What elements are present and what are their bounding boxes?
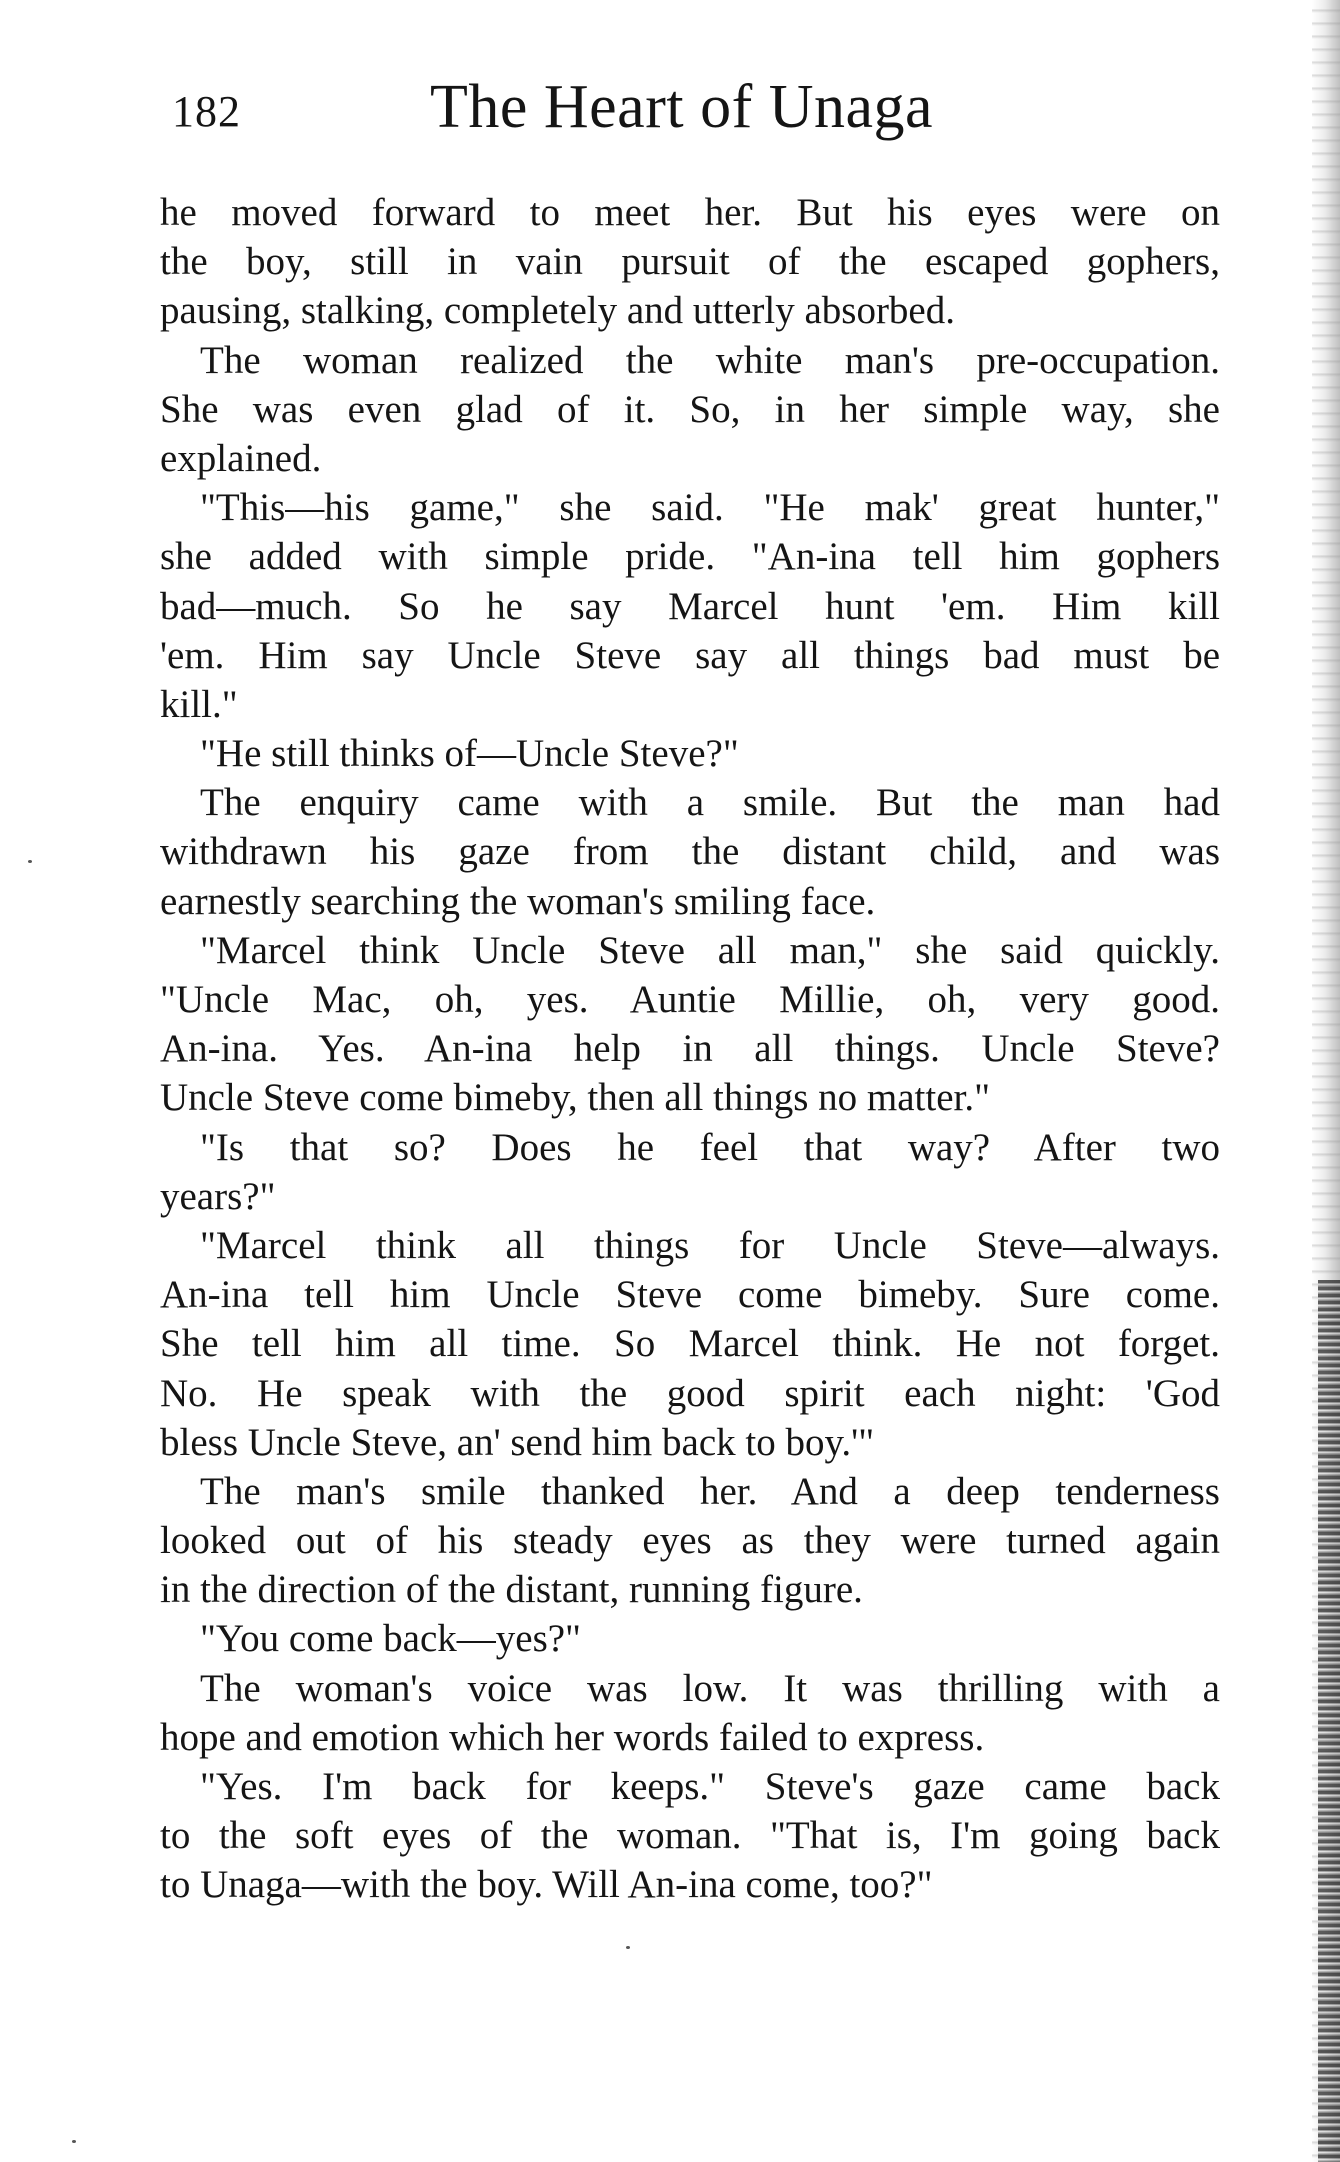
text-line: The woman's voice was low. It was thrilling with a (200, 1666, 1220, 1710)
text-line: 'em. Him say Uncle Steve say all things bad must be (160, 633, 1220, 677)
body-text (160, 188, 1220, 1910)
scan-speck (626, 1946, 630, 1949)
text-line: pausing, stalking, completely and utterly absorbed. (160, 289, 955, 333)
text-line: to the soft eyes of the woman. "That is, I'm going back (160, 1814, 1220, 1858)
text-line: the boy, still in vain pursuit of the escaped gophers, (160, 240, 1220, 284)
text-line: "Yes. I'm back for keeps." Steve's gaze came back (200, 1765, 1220, 1808)
text-line: earnestly searching the woman's smiling face. (160, 879, 876, 923)
text-line: kill." (160, 682, 238, 726)
text-line: explained. (160, 436, 322, 480)
text-line: "He still thinks of—Uncle Steve?" (200, 732, 739, 776)
text-line: hope and emotion which her words failed to express. (160, 1715, 985, 1759)
text-line: The man's smile thanked her. And a deep tenderness (200, 1469, 1220, 1513)
text-line: "You come back—yes?" (200, 1617, 581, 1661)
text-line: An-ina. Yes. An-ina help in all things. Uncle Steve? (160, 1027, 1220, 1071)
text-line: withdrawn his gaze from the distant child, and was (160, 830, 1220, 874)
page-edge-stack (1318, 1280, 1340, 2162)
text-line: "Uncle Mac, oh, yes. Auntie Millie, oh, very good. (160, 978, 1220, 1021)
text-line: "Marcel think all things for Uncle Steve—always. (200, 1223, 1220, 1267)
text-line: An-ina tell him Uncle Steve come bimeby. Sure come. (160, 1273, 1220, 1317)
text-line: No. He speak with the good spirit each night: 'God (160, 1371, 1220, 1415)
running-title: The Heart of Unaga (430, 73, 934, 141)
text-line: "This—his game," she said. "He mak' great hunter," (200, 486, 1220, 530)
page-header (172, 72, 1232, 152)
scan-speck (72, 2140, 76, 2143)
text-line: in the direction of the distant, running figure. (160, 1568, 863, 1612)
text-line: she added with simple pride. "An-ina tell him gophers (160, 535, 1220, 579)
text-line: bless Uncle Steve, an' send him back to boy.'" (160, 1420, 875, 1464)
text-line: She was even glad of it. So, in her simple way, she (160, 387, 1220, 431)
text-line: bad—much. So he say Marcel hunt 'em. Him kill (160, 584, 1220, 628)
text-line: The woman realized the white man's pre-occupation. (200, 338, 1220, 382)
text-line: "Marcel think Uncle Steve all man," she said quickly. (200, 928, 1220, 972)
text-line: to Unaga—with the boy. Will An-ina come, too?" (160, 1863, 933, 1907)
text-line: years?" (160, 1174, 276, 1218)
text-line: he moved forward to meet her. But his eyes were on (160, 191, 1220, 234)
text-line: looked out of his steady eyes as they were turned again (160, 1519, 1220, 1563)
text-line: The enquiry came with a smile. But the man had (200, 781, 1220, 825)
text-line: "Is that so? Does he feel that way? After two (200, 1125, 1220, 1169)
page-number: 182 (172, 87, 241, 136)
scan-speck (28, 860, 32, 863)
text-line: Uncle Steve come bimeby, then all things no matter." (160, 1076, 991, 1120)
text-line: She tell him all time. So Marcel think. He not forget. (160, 1322, 1220, 1366)
